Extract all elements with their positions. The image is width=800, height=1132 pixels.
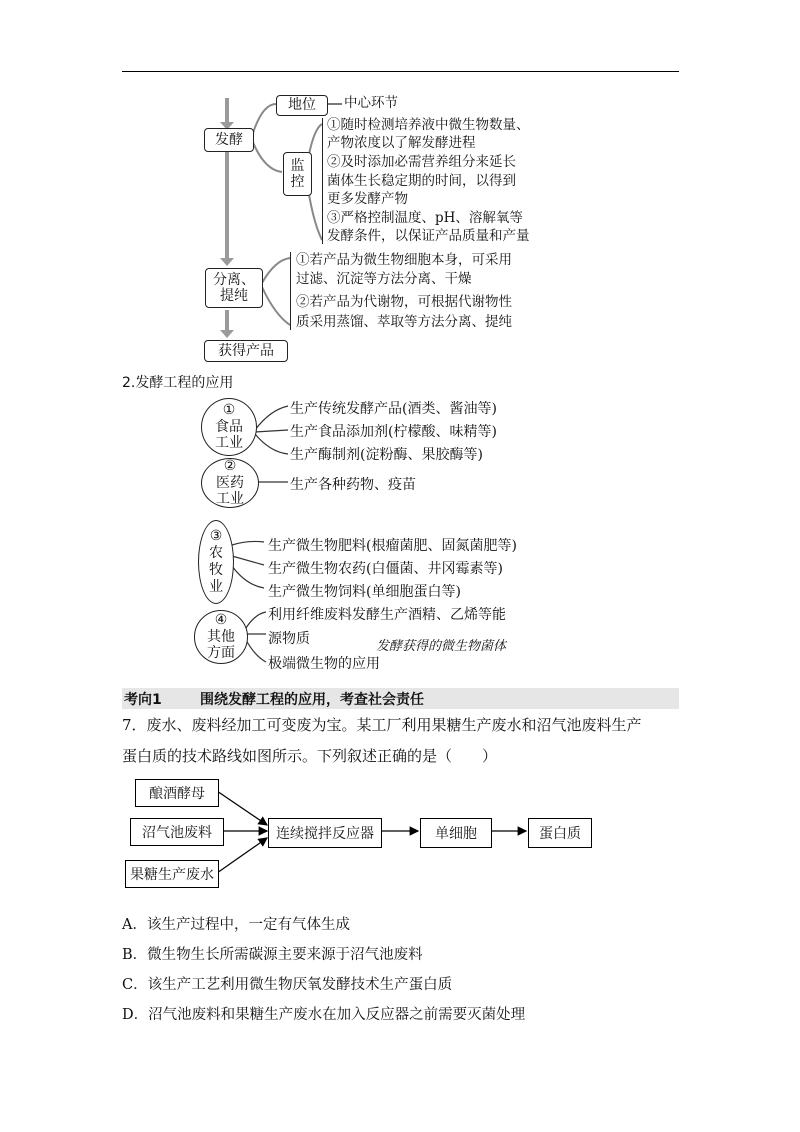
reactor-box — [268, 818, 382, 848]
agri-name: 农牧业 — [209, 545, 223, 595]
position-value: 中心环节 — [344, 95, 398, 111]
input-wastewater-label: 果糖生产废水 — [130, 867, 214, 883]
monitor-item-6: ③严格控制温度、pH、溶解氧等 — [327, 210, 523, 226]
monitor-label: 监控 — [290, 157, 305, 190]
medicine-ellipse — [201, 458, 259, 508]
agri-item-1: 生产微生物肥料(根瘤菌肥、固氮菌肥等) — [268, 538, 517, 554]
input-biogas-box — [130, 818, 224, 846]
ferment-label: 发酵 — [215, 131, 243, 148]
option-d: D．沼气池废料和果糖生产废水在加入反应器之前需要灭菌处理 — [122, 1007, 526, 1023]
food-name: 食品工业 — [215, 418, 243, 452]
other-item-3: 极端微生物的应用 — [268, 656, 380, 672]
input-wastewater-box — [125, 860, 219, 888]
protein-box — [528, 818, 592, 848]
option-a: A．该生产过程中，一定有气体生成 — [122, 917, 350, 933]
separation-item-3: ②若产品为代谢物，可根据代谢物性 — [296, 294, 512, 310]
monitor-item-2: 产物浓度以了解发酵进程 — [327, 135, 476, 151]
ferment-box — [204, 128, 254, 152]
other-num: ④ — [214, 611, 228, 628]
separation-label: 分离、提纯 — [213, 271, 255, 304]
agri-item-2: 生产微生物农药(白僵菌、井冈霉素等) — [268, 561, 503, 577]
medicine-item-1: 生产各种药物、疫苗 — [290, 477, 416, 493]
option-b: B．微生物生长所需碳源主要来源于沼气池废料 — [122, 947, 423, 963]
food-item-2: 生产食品添加剂(柠檬酸、味精等) — [290, 424, 497, 440]
other-name: 其他方面 — [207, 628, 235, 662]
position-label: 地位 — [288, 97, 316, 114]
scp-label: 单细胞 — [435, 826, 477, 842]
food-item-1: 生产传统发酵产品(酒类、酱油等) — [290, 401, 497, 417]
protein-label: 蛋白质 — [539, 826, 581, 842]
kaoxiang-title: 围绕发酵工程的应用，考查社会责任 — [200, 692, 424, 708]
input-biogas-label: 沼气池废料 — [142, 825, 212, 841]
position-box — [276, 95, 328, 116]
other-item-2: 源物质 — [268, 631, 310, 647]
option-c: C．该生产工艺利用微生物厌氧发酵技术生产蛋白质 — [122, 977, 453, 993]
monitor-item-1: ①随时检测培养液中微生物数量、 — [327, 117, 530, 133]
agri-num: ③ — [209, 528, 223, 545]
process-arrows — [0, 770, 800, 900]
scp-box — [420, 818, 492, 848]
question-line-1: 7．废水、废料经加工可变废为宝。某工厂利用果糖生产废水和沼气池废料生产 — [122, 716, 642, 734]
food-num: ① — [222, 401, 236, 418]
monitor-box — [283, 152, 312, 196]
food-ellipse — [201, 398, 257, 456]
agri-ellipse — [198, 520, 234, 604]
separation-item-1: ①若产品为微生物细胞本身，可采用 — [296, 252, 512, 268]
separation-item-2: 过滤、沉淀等方法分离、干燥 — [296, 271, 472, 287]
other-item-1: 利用纤维废料发酵生产酒精、乙烯等能 — [268, 607, 506, 623]
medicine-num: ② — [223, 457, 237, 474]
separation-bracket — [290, 252, 291, 330]
monitor-bracket — [322, 118, 323, 244]
input-yeast-label: 酿酒酵母 — [149, 786, 205, 802]
monitor-item-3: ②及时添加必需营养组分来延长 — [327, 154, 516, 170]
question-line-2: 蛋白质的技术路线如图所示。下列叙述正确的是（ ） — [122, 747, 498, 765]
monitor-item-4: 菌体生长稳定期的时间，以得到 — [327, 173, 516, 189]
handwritten-note: 发酵获得的微生物菌体 — [376, 639, 507, 654]
monitor-item-5: 更多发酵产物 — [327, 191, 408, 207]
medicine-name: 医药工业 — [216, 474, 244, 508]
product-label: 获得产品 — [218, 342, 274, 359]
kaoxiang-label: 考向1 — [124, 692, 162, 708]
reactor-label: 连续搅拌反应器 — [276, 826, 374, 842]
agri-item-3: 生产微生物饲料(单细胞蛋白等) — [268, 584, 461, 600]
food-item-3: 生产酶制剂(淀粉酶、果胶酶等) — [290, 447, 483, 463]
applications-title: 2.发酵工程的应用 — [122, 375, 234, 391]
separation-box — [205, 268, 263, 308]
product-box — [204, 340, 288, 362]
input-yeast-box — [135, 779, 219, 807]
separation-item-4: 质采用蒸馏、萃取等方法分离、提纯 — [296, 314, 512, 330]
monitor-item-7: 发酵条件，以保证产品质量和产量 — [327, 228, 530, 244]
other-ellipse — [194, 610, 248, 664]
